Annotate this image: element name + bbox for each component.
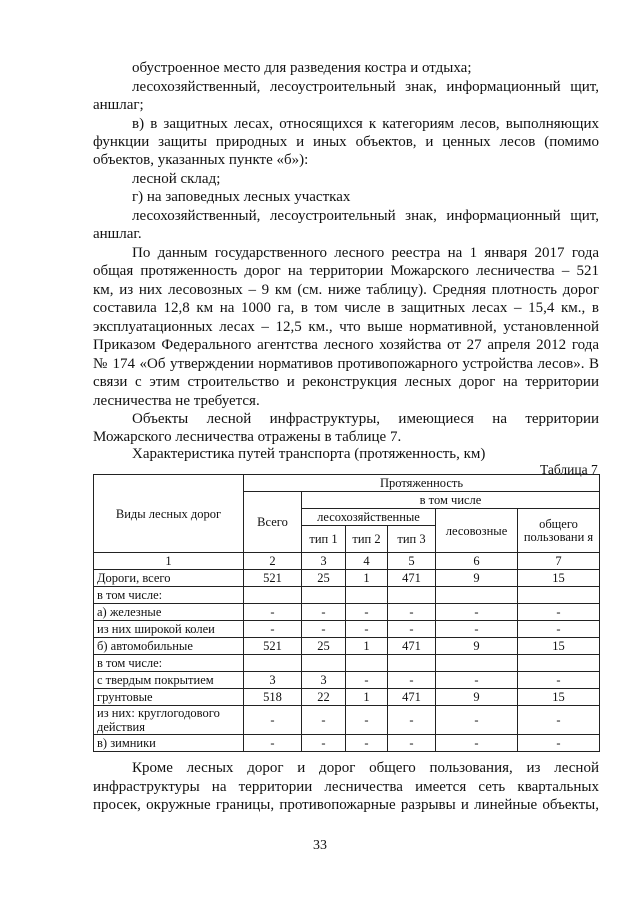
col-number: 7 — [518, 553, 600, 570]
cell: 9 — [436, 689, 518, 706]
cell: 471 — [388, 638, 436, 655]
text-line: инфраструктуры на территории лесничества имеется сеть квартальных — [93, 779, 599, 795]
table-row — [94, 604, 600, 621]
cell — [244, 655, 302, 672]
cell — [244, 587, 302, 604]
cell — [346, 587, 388, 604]
text-line: просек, окружные границы, противопожарные разрывы и линейные объекты, — [93, 797, 599, 813]
cell: - — [518, 706, 600, 735]
cell: - — [518, 621, 600, 638]
cell: 471 — [388, 570, 436, 587]
table-row — [94, 706, 600, 735]
roads-table — [93, 474, 600, 752]
table-row — [94, 689, 600, 706]
table-header-row — [94, 475, 600, 492]
col-number: 1 — [94, 553, 244, 570]
cell: 15 — [518, 638, 600, 655]
cell: - — [302, 604, 346, 621]
row-label: с твердым покрытием — [94, 672, 244, 689]
row-label: в том числе: — [94, 655, 244, 672]
table-number: Таблица 7 — [540, 462, 598, 477]
text-line: аншлаг. — [93, 226, 142, 242]
cell: - — [346, 604, 388, 621]
cell — [518, 655, 600, 672]
cell: - — [518, 735, 600, 752]
header-logging: лесовозные — [436, 509, 518, 553]
cell: - — [388, 672, 436, 689]
cell: - — [436, 735, 518, 752]
table-colnum-row — [94, 553, 600, 570]
cell: - — [388, 735, 436, 752]
cell: 1 — [346, 570, 388, 587]
cell: 471 — [388, 689, 436, 706]
cell: 25 — [302, 638, 346, 655]
row-label: из них: круглогодового действия — [94, 706, 244, 735]
col-number: 2 — [244, 553, 302, 570]
cell: - — [346, 706, 388, 735]
cell — [346, 655, 388, 672]
cell: 518 — [244, 689, 302, 706]
cell: - — [518, 604, 600, 621]
text-line: лесохозяйственный, лесоустроительный знак, информационный щит, — [132, 79, 599, 95]
cell: - — [244, 735, 302, 752]
text-line: Можарского лесничества отражены в таблице 7. — [93, 429, 402, 445]
cell: - — [436, 604, 518, 621]
header-public: общего пользовани я — [518, 509, 600, 553]
cell: 22 — [302, 689, 346, 706]
cell: - — [388, 604, 436, 621]
col-number: 5 — [388, 553, 436, 570]
header-type2: тип 2 — [346, 526, 388, 553]
cell: 521 — [244, 638, 302, 655]
table-row — [94, 621, 600, 638]
cell: 521 — [244, 570, 302, 587]
cell: 3 — [302, 672, 346, 689]
table-caption: Характеристика путей транспорта (протяженность, км) — [132, 446, 486, 462]
table-row — [94, 735, 600, 752]
text-line: Объекты лесной инфраструктуры, имеющиеся на территории — [132, 411, 599, 427]
cell — [302, 587, 346, 604]
cell: 15 — [518, 570, 600, 587]
text-line: составила 12,8 км на 1000 га, в том числе в защитных лесах – 15,4 км., в — [93, 300, 599, 316]
header-forestry: лесохозяйственные — [302, 509, 436, 526]
cell: - — [388, 706, 436, 735]
cell: 9 — [436, 638, 518, 655]
cell: - — [436, 621, 518, 638]
table-row — [94, 570, 600, 587]
col-number: 3 — [302, 553, 346, 570]
cell: - — [436, 672, 518, 689]
cell: - — [346, 735, 388, 752]
header-length: Протяженность — [244, 475, 600, 492]
header-type1: тип 1 — [302, 526, 346, 553]
cell — [302, 655, 346, 672]
cell: 1 — [346, 638, 388, 655]
text-line: Кроме лесных дорог и дорог общего пользования, из лесной — [132, 760, 599, 776]
cell: - — [436, 706, 518, 735]
table-row — [94, 655, 600, 672]
header-total: Всего — [244, 492, 302, 553]
page-number: 33 — [313, 838, 327, 853]
cell: 1 — [346, 689, 388, 706]
cell: 25 — [302, 570, 346, 587]
header-type3: тип 3 — [388, 526, 436, 553]
cell: - — [518, 672, 600, 689]
text-line: г) на заповедных лесных участках — [132, 189, 351, 205]
cell: - — [244, 604, 302, 621]
row-label: из них широкой колеи — [94, 621, 244, 638]
text-line: эксплуатационных лесах – 12,5 км., что выше нормативной, установленной — [93, 319, 599, 335]
row-label: в) зимники — [94, 735, 244, 752]
row-label: а) железные — [94, 604, 244, 621]
text-line: в) в защитных лесах, относящихся к категориям лесов, выполняющих — [132, 116, 599, 132]
col-number: 6 — [436, 553, 518, 570]
cell — [436, 655, 518, 672]
text-line: лесохозяйственный, лесоустроительный знак, информационный щит, — [132, 208, 599, 224]
text-line: связи с этим строительство и реконструкция лесных дорог на территории — [93, 374, 599, 390]
cell: 3 — [244, 672, 302, 689]
text-line: общая протяженность дорог на территории Можарского лесничества – 521 — [93, 263, 599, 279]
table-row — [94, 638, 600, 655]
cell: - — [244, 621, 302, 638]
cell — [388, 655, 436, 672]
cell: - — [302, 735, 346, 752]
cell: - — [302, 621, 346, 638]
text-line: обустроенное место для разведения костра и отдыха; — [132, 60, 472, 76]
row-label: в том числе: — [94, 587, 244, 604]
cell: - — [244, 706, 302, 735]
row-label: грунтовые — [94, 689, 244, 706]
table-row — [94, 587, 600, 604]
text-line: аншлаг; — [93, 97, 144, 113]
header-incl: в том числе — [302, 492, 600, 509]
row-label: б) автомобильные — [94, 638, 244, 655]
row-label: Дороги, всего — [94, 570, 244, 587]
cell: 9 — [436, 570, 518, 587]
text-line: объектов, указанных пункте «б»): — [93, 152, 309, 168]
text-line: По данным государственного лесного реестра на 1 января 2017 года — [132, 245, 599, 261]
cell: - — [346, 672, 388, 689]
cell: - — [388, 621, 436, 638]
cell — [436, 587, 518, 604]
text-line: № 174 «Об утверждении нормативов противопожарного устройства лесов». В — [93, 356, 599, 372]
cell: 15 — [518, 689, 600, 706]
cell: - — [346, 621, 388, 638]
cell — [388, 587, 436, 604]
col-number: 4 — [346, 553, 388, 570]
text-line: функции защиты природных и иных объектов, и ценных лесов (помимо — [93, 134, 599, 150]
cell: - — [302, 706, 346, 735]
header-road-type: Виды лесных дорог — [94, 475, 244, 553]
cell — [518, 587, 600, 604]
text-line: лесничества не требуется. — [93, 393, 260, 409]
text-line: Приказом Федерального агентства лесного хозяйства от 27 апреля 2012 года — [93, 337, 599, 353]
text-line: лесной склад; — [132, 171, 221, 187]
text-line: км, из них лесовозных – 9 км (см. ниже таблицу). Средняя плотность дорог — [93, 282, 599, 298]
table-row — [94, 672, 600, 689]
